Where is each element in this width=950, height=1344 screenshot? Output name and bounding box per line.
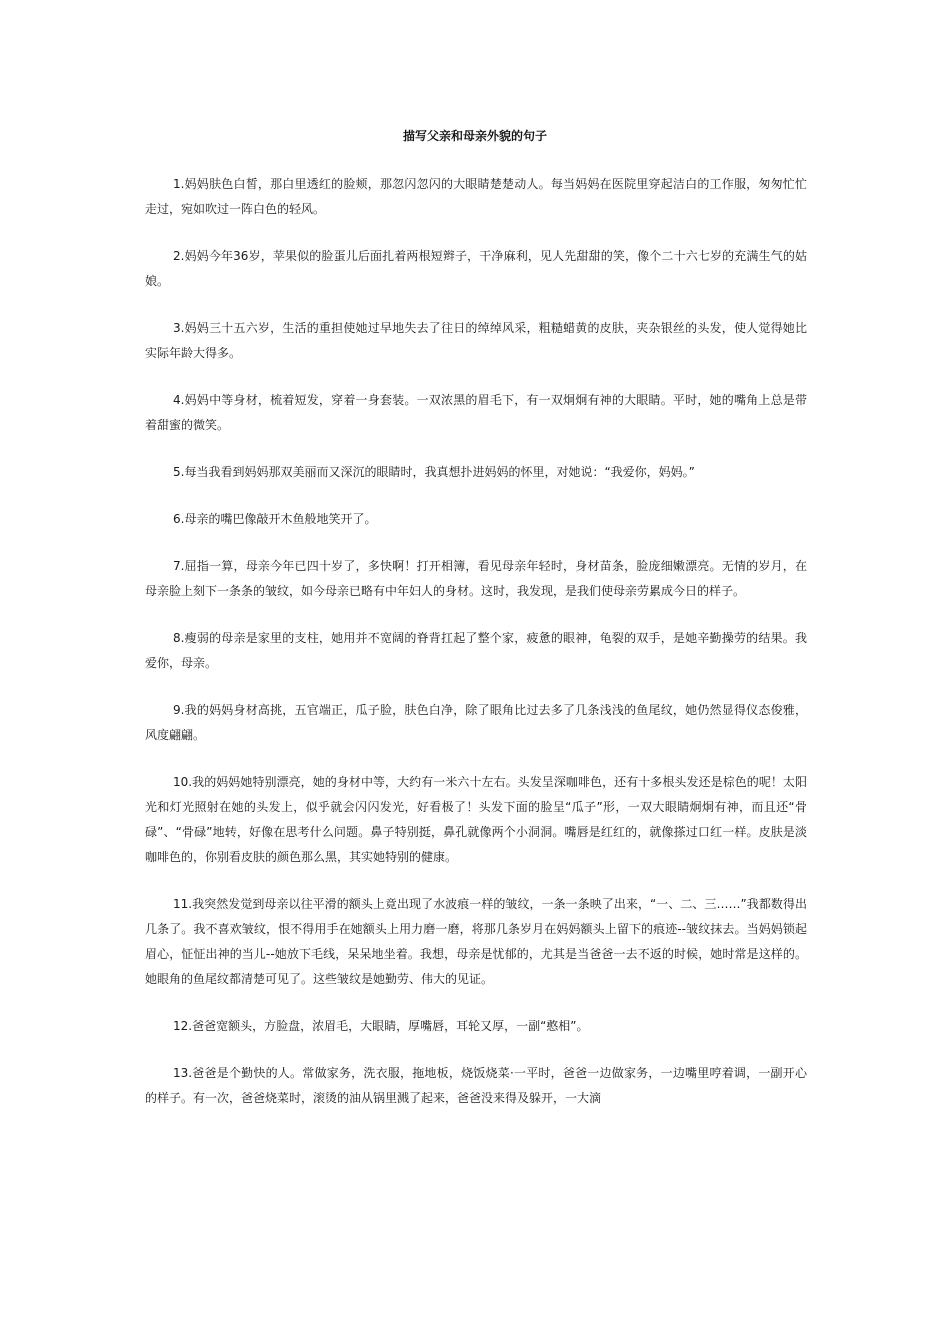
paragraph-7: 7.屈指一算，母亲今年已四十岁了，多快啊！打开相簿，看见母亲年轻时，身材苗条，脸庞细嫩漂亮。无情的岁月，在母亲脸上刻下一条条的皱纹，如今母亲已略有中年妇人的身材。这时，我发现，是我们使母亲劳累成今日的样子。 (145, 559, 807, 598)
paragraph-4: 4.妈妈中等身材，梳着短发，穿着一身套装。一双浓黑的眉毛下，有一双炯炯有神的大眼睛。平时，她的嘴角上总是带着甜蜜的微笑。 (145, 393, 807, 432)
paragraph-8: 8.瘦弱的母亲是家里的支柱，她用并不宽阔的脊背扛起了整个家，疲惫的眼神，龟裂的双手，是她辛勤操劳的结果。我爱你，母亲。 (145, 631, 807, 670)
paragraph-5: 5.每当我看到妈妈那双美丽而又深沉的眼睛时，我真想扑进妈妈的怀里，对她说：“我爱你，妈妈。” (173, 465, 695, 479)
document-title: 描写父亲和母亲外貌的句子 (402, 129, 547, 143)
paragraph-3: 3.妈妈三十五六岁，生活的重担使她过早地失去了往日的绰绰风采，粗糙蜡黄的皮肤，夹杂银丝的头发，使人觉得她比实际年龄大得多。 (145, 321, 807, 360)
paragraph-9: 9.我的妈妈身材高挑，五官端正，瓜子脸，肤色白净，除了眼角比过去多了几条浅浅的鱼尾纹，她仍然显得仪态俊雅，风度翩翩。 (145, 703, 807, 742)
paragraph-10: 10.我的妈妈她特别漂亮，她的身材中等，大约有一米六十左右。头发呈深咖啡色，还有十多根头发还是棕色的呢！太阳光和灯光照射在她的头发上，似乎就会闪闪发光，好看极了！头发下面的脸呈“瓜子”形，一双大眼睛炯炯有神，而且还“骨碌”、“骨碌”地转，好像在思考什么问题。鼻子特别挺，鼻孔就像两个小洞洞。嘴唇是红红的，就像搽过口红一样。皮肤是淡咖啡色的，你别看皮肤的颜色那么黑，其实她特别的健康。 (145, 775, 807, 864)
paragraph-6: 6.母亲的嘴巴像敲开木鱼般地笑开了。 (173, 512, 377, 526)
document-body (145, 172, 807, 1133)
paragraph-1: 1.妈妈肤色白皙，那白里透红的脸颊，那忽闪忽闪的大眼睛楚楚动人。每当妈妈在医院里穿起洁白的工作服，匆匆忙忙走过，宛如吹过一阵白色的轻风。 (145, 177, 807, 216)
paragraph-13: 13.爸爸是个勤快的人。常做家务，洗衣服，拖地板，烧饭烧菜·一平时，爸爸一边做家务，一边嘴里哼着调，一副开心的样子。有一次，爸爸烧菜时，滚烫的油从锅里溅了起来，爸爸没来得及躲开，一大滴 (145, 1066, 807, 1105)
paragraph-12: 12.爸爸宽额头，方脸盘，浓眉毛，大眼睛，厚嘴唇，耳轮又厚，一副“憨相”。 (173, 1019, 589, 1033)
paragraph-11: 11.我突然发觉到母亲以往平滑的额头上竟出现了水波痕一样的皱纹，一条一条映了出来，“一、二、三……”我都数得出几条了。我不喜欢皱纹，恨不得用手在她额头上用力磨一磨，将那几条岁月在妈妈额头上留下的痕迹--皱纹抹去。当妈妈锁起眉心，怔怔出神的当儿--她放下毛线，呆呆地坐着。我想，母亲是忧郁的，尤其是当爸爸一去不返的时候，她时常是这样的。她眼角的鱼尾纹都清楚可见了。这些皱纹是她勤劳、伟大的见证。 (145, 897, 807, 986)
paragraph-2: 2.妈妈今年36岁，苹果似的脸蛋儿后面扎着两根短辫子，干净麻利，见人先甜甜的笑，像个二十六七岁的充满生气的姑娘。 (145, 249, 807, 288)
